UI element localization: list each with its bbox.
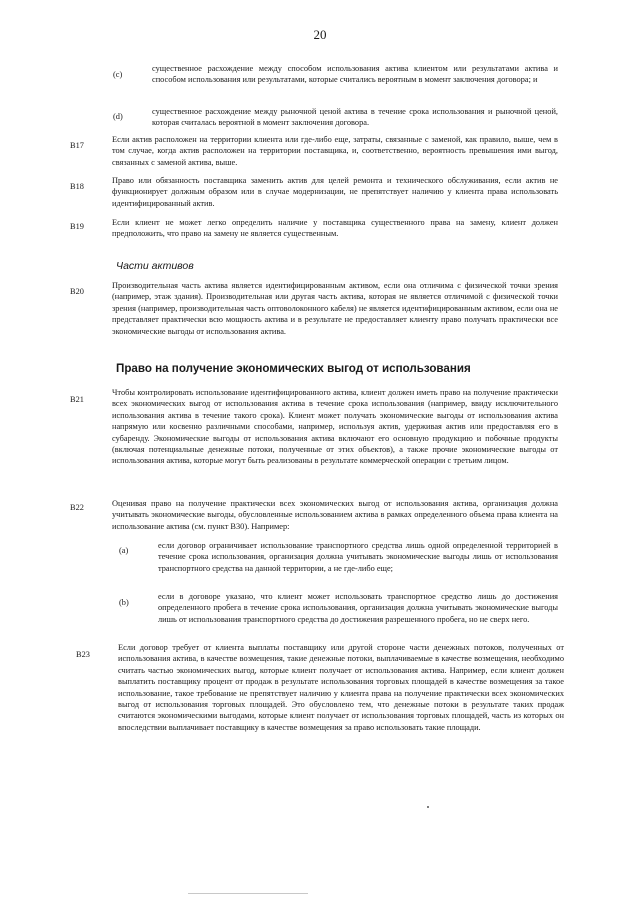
para-b20-number: B20 — [70, 287, 84, 296]
scan-edge-line — [188, 893, 308, 894]
para-b19-text: Если клиент не может легко определить наличие у поставщика существенного права на замену, клиент должен предположить, что право на замену не является существенным. — [112, 218, 558, 239]
section-heading: Право на получение экономических выгод от использования — [116, 362, 471, 375]
item-c-text: существенное расхождение между способом использования актива клиентом или результатами актива и способом использования или результатами, которые считались вероятным в момент заключения договора; и — [152, 64, 558, 85]
subheading: Части активов — [116, 260, 194, 272]
para-b21-number: B21 — [70, 395, 84, 404]
para-b22b-label: (b) — [119, 598, 129, 607]
para-b23-number: B23 — [76, 650, 90, 659]
para-b18-text: Право или обязанность поставщика заменить актив для целей ремонта и технического обслуживания, если актив не функционирует должным образом или в случае модернизации, не препятствует наличию у клиента права использовать идентифицированный актив. — [112, 176, 558, 208]
para-b22-number: B22 — [70, 503, 84, 512]
para-b22a-text: если договор ограничивает использование транспортного средства лишь одной определенной территорией в течение срока использования, организация должна учитывать экономические выгоды лишь от использования транспортного средства на данной территории, а не где-либо еще; — [158, 541, 558, 573]
para-b17-number: B17 — [70, 141, 84, 150]
para-b23-text: Если договор требует от клиента выплаты поставщику или другой стороне части денежных потоков, полученных от использования актива, в качестве возмещения, такие денежные потоки, выплачиваемые в качестве возмещения, необходимо считать частью экономических выгод, которые клиент получает от использования актива. Например, если клиент должен выплатить поставщику процент от продаж в результате использования торговых площадей в качестве возмещения за такое использование, такое требование не препятствует наличию у клиента права на получение практически всех экономических выгод от использования торговых площадей. Это обусловлено тем, что денежные потоки в результате таких продаж считаются экономическими выгодами, которые клиент получает от использования торговых площадей, часть из которых он впоследствии выплачивает поставщику в качестве возмещения за право использовать такие площади. — [118, 643, 564, 732]
scan-speck — [427, 806, 429, 808]
item-d-label: (d) — [113, 112, 123, 121]
item-d-text: существенное расхождение между рыночной ценой актива в течение срока использования и рыночной ценой, которая считалась вероятной в момент заключения договора. — [152, 107, 558, 128]
item-c-label: (c) — [113, 70, 123, 79]
para-b21-text: Чтобы контролировать использование идентифицированного актива, клиент должен иметь право на получение практически всех экономических выгод от использования актива в течение срока использования (например, ввиду исключительного использования актива в течение такого срока). Клиент может получать экономические выгоды от использования актива напрямую или косвенно различными способами, например, используя актив, удерживая актив или предоставляя его в субаренду. Экономические выгоды от использования актива включают его основную продукцию и побочные продукты (включая потенциальные денежные потоки, полученные от этих объектов), а также прочие экономические выгоды от использования актива, которые могут быть реализованы в результате коммерческой операции с третьим лицом. — [112, 388, 558, 466]
para-b18-number: B18 — [70, 182, 84, 191]
para-b22a-label: (a) — [119, 546, 129, 555]
para-b17-text: Если актив расположен на территории клиента или где-либо еще, затраты, связанные с заменой, как правило, выше, чем в том случае, когда актив расположен на территории поставщика, и, соответственно, вероятность превышения ими выгод, связанных с заменой актива, выше. — [112, 135, 558, 167]
para-b20-text: Производительная часть актива является идентифицированным активом, если она отличима с физической точки зрения (например, этаж здания). Производительная или другая часть актива, которая не является отличимой с физической точки зрения (например, производительная часть оптоволоконного кабеля) не является идентифицированным активом, если она не представляет практически всю мощность актива и в результате не предоставляет клиенту право получать практически все экономические выгоды от использования актива. — [112, 281, 558, 336]
para-b22b-text: если в договоре указано, что клиент может использовать транспортное средство лишь до достижения определенного пробега в течение срока использования, организация должна учитывать экономические выгоды лишь от использования транспортного средства до достижения разрешенного пробега, но не сверх него. — [158, 592, 558, 624]
para-b19-number: B19 — [70, 222, 84, 231]
para-b22-text: Оценивая право на получение практически всех экономических выгод от использования актива, организация должна учитывать экономические выгоды, обусловленные использованием актива в рамках определенного объема права клиента на использование актива (см. пункт B30). Например: — [112, 499, 558, 531]
page-number: 20 — [313, 27, 327, 42]
